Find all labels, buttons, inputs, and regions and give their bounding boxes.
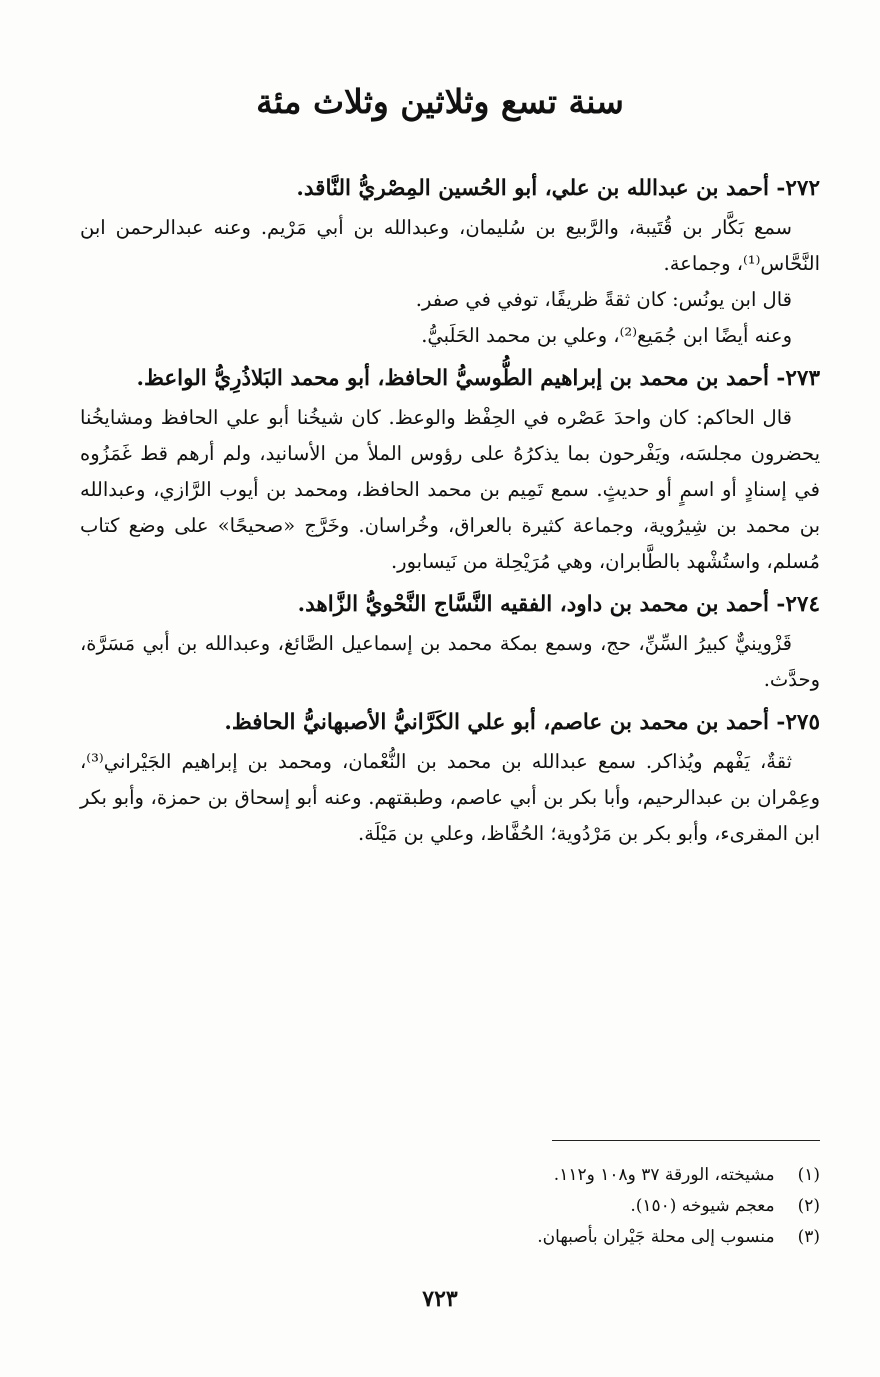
footnote-divider bbox=[552, 1140, 820, 1141]
entry-heading-272: ٢٧٢- أحمد بن عبدالله بن علي، أبو الحُسين المِصْريُّ النَّاقد. bbox=[296, 176, 820, 201]
footnote-2 bbox=[80, 1191, 820, 1222]
footnote-3 bbox=[80, 1222, 820, 1253]
entry-heading-274: ٢٧٤- أحمد بن محمد بن داود، الفقيه النَّسَّاج النَّحْويُّ الزَّاهد. bbox=[297, 592, 820, 617]
footnotes bbox=[80, 1160, 820, 1253]
entry-heading-273: ٢٧٣- أحمد بن محمد بن إبراهيم الطُّوسيُّ الحافظ، أبو محمد البَلاذُرِيُّ الواعظ. bbox=[136, 366, 820, 391]
entry-272-paragraph-2: قال ابن يونُس: كان ثقةً ظريفًا، توفي في صفر. bbox=[415, 288, 792, 311]
footnote-number: (٢) bbox=[797, 1196, 820, 1216]
entry-273-paragraph-1: قال الحاكم: كان واحدَ عَصْره في الحِفْظ والوعظ. كان شيخُنا أبو علي الحافظ ومشايخُنا يحضرون مجلسَه، ويَفْرحون بما يذكرُهُ على رؤوس الملأ من الأسانيد، ولم أرهم قط غَمَزُوه في إسنادٍ أو اسمٍ أو حديثٍ. سمع تَمِيم بن محمد الحافظ، ومحمد بن أيوب الرَّازي، وعبدالله بن محمد بن شِيرُوية، وجماعة كثيرة بالعراق، وخُراسان. وخَرَّج «صحيحًا» على وضع كتاب مُسلم، واستُشْهد بالطَّابران، وهي مُرَيْحِلة من نَيسابور. bbox=[80, 406, 820, 573]
page-title: سنة تسع وثلاثين وثلاث مئة bbox=[256, 82, 624, 121]
entry-275-paragraph-1: ثقةٌ، يَفْهم ويُذاكر. سمع عبدالله بن محمد بن النُّعْمان، ومحمد بن إبراهيم الجَيْراني⁽³⁾، وعِمْران بن عبدالرحيم، وأبا بكر بن أبي عاصم، وطبقتهم. وعنه أبو إسحاق بن حمزة، وأبو بكر ابن المقرىء، وأبو بكر بن مَرْدُوية؛ الحُفَّاظ، وعلي بن مَيْلَة. bbox=[80, 750, 820, 845]
entry-272-paragraph-3: وعنه أيضًا ابن جُمَيع⁽²⁾، وعلي بن محمد الحَلَبيُّ. bbox=[421, 324, 792, 347]
main-text bbox=[80, 168, 820, 852]
entry-272-paragraph-1: سمع بَكَّار بن قُتَيبة، والرَّبيع بن سُليمان، وعبدالله بن أبي مَرْيم. وعنه عبدالرحمن ابن النَّحَّاس⁽¹⁾، وجماعة. bbox=[80, 216, 820, 275]
footnote-text: منسوب إلى محلة جَيْران بأصبهان. bbox=[537, 1227, 775, 1247]
entry-heading-275: ٢٧٥- أحمد بن محمد بن عاصم، أبو علي الكَرَّانيُّ الأصبهانيُّ الحافظ. bbox=[224, 710, 820, 735]
footnote-number: (١) bbox=[797, 1165, 820, 1185]
footnote-text: معجم شيوخه (١٥٠). bbox=[630, 1196, 775, 1216]
page-number: ٧٢٣ bbox=[422, 1286, 458, 1312]
footnote-text: مشيخته، الورقة ٣٧ و١٠٨ و١١٢. bbox=[553, 1165, 775, 1185]
entry-274-paragraph-1: قَزْوينيٌّ كبيرُ السِّنِّ، حج، وسمع بمكة محمد بن إسماعيل الصَّائغ، وعبدالله بن أبي مَسَرَّة، وحدَّث. bbox=[80, 632, 820, 691]
footnote-number: (٣) bbox=[797, 1227, 820, 1247]
footnote-1 bbox=[80, 1160, 820, 1191]
